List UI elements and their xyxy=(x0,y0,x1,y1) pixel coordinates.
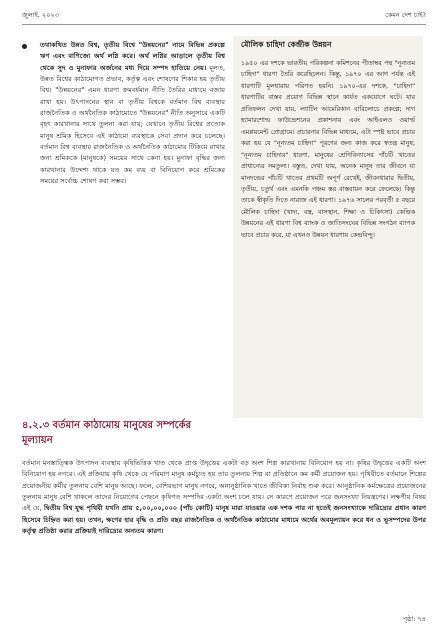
left-column-bold-text: তথাকথিত উন্নত বিশ্ব, তৃতীয় বিশ্বে "উন্নয়নের" নামে বিভিন্ন প্রকল্পে ঋণ এবং বাণিজ্যে অর্থ লগ্নি করে। অর্থ লগ্নির আড়ালে তৃতীয় বিশ্ব থেকে সুদ ও মুনাফার অর্জনের মধ্য দিয়ে সম্পদ হাতিয়ে নেয়। xyxy=(40,41,225,72)
section-body-bold-text: দ্বিতীয় বিশ্ব যুদ্ধ পৃথিবী যখনি প্রায় ৫,০০,০০,০০০ (পাঁচ কোটি) মানুষ মারা যাওয়ার এক দশক পার না হতেই জনসংখ্যাকে দারিদ্র্যের প্রধান কারণ হিসেবে চিহ্নিত করা হয়। তখন, ক্ষণের হার বৃদ্ধি ও প্রতি বছর রাজনৈতিক ও অর্থনৈতিক কাঠামোর মাধ্যমে অর্থের অবমূল্যায়ন করে ধন ও ভূসম্পদের উপর কর্তৃত্ব প্রতিষ্ঠা করার প্রক্রিয়াই দারিদ্র্যের অন্যতম কারণ। xyxy=(22,504,426,535)
header-divider xyxy=(22,24,426,25)
header-date: জুলাই, ২০২৩ xyxy=(22,11,59,19)
header-title: কেমন দেশ চাই? xyxy=(385,11,426,19)
sidebar-box xyxy=(233,52,423,418)
page-header xyxy=(22,10,426,24)
sidebar-box-title: মৌলিক চাহিদা কেন্দ্রীক উন্নয়ন xyxy=(241,40,332,49)
page-number: পৃষ্ঠা: ৭৪ xyxy=(402,615,426,623)
left-column-paragraph xyxy=(40,40,225,187)
sidebar-box-body: ১৯৫০ এর দশকে ভারতীয় পরিকল্পনা কমিশনের পীতাম্বর পন্থ "নূন্যতম চাহিদা" ধারণা তৈরি করেছিলেন। কিন্তু, ১৯৭০ এর আগ পর্যন্ত এই ধারণাটি মূলধারায় পরিণত হয়নি। ১৯৭০-এর দশকে, "চাহিদা" ধারণাটির বাস্তব প্রয়োগ বিভিন্ন স্থানে কার্যত একযোগে ঘটে। যার প্রতিফলন দেখা যায়, ল্যাটিন আমেরিকান বারিলোচে প্রকল্পে; দাগ হ্যামারশোল্ড ফাউন্ডেশনের প্রকাশনায় এবং আইএলও ওয়ার্ল্ড এমপ্লয়মেন্ট প্রোগ্রামে। প্রচারনার বিভিন্ন মাধ্যমে, এটা স্পষ্ট ভাবে প্রচার করা হয় যে "নূন্যতম চাহিদা" পূরণের জন্য কাজ করে স্বতন্ত্র মানুষ; "নূন্যতম চাহিদার" ধারণা, মানুষের শ্রেণিবিন্যাসের পাঁচটি খাতের প্রাধান্যের সমতুল্য। বস্তুত, দেখা যায়, অনেক মানুষ তার জীবনে যা মানদন্ডের পাঁচটি খাতের প্রথমটি অপূর্ণ রেখেই, জীবনধারার দ্বিতীয়, তৃতীয়, চতুর্থ এবং এমনকি পঞ্চম স্তর বাস্তবায়ন করে ফেলেছে। কিন্তু তাকে স্বীকৃতি দিতে নারাজ এই ধারণা। ১৯৭৬ সালের পরবর্তী ৫ বছরে মৌলিক চাহিদা (খাদ্য, বস্ত্র, বাসস্থান, শিক্ষা ও চিকিৎসা) কেন্দ্রিক উন্নয়নের এই ধারণা বিশ্ব ব্যাংক ও জাতিসংঘের বিভিন্ন সংগঠন ব্যাপক ভাবে প্রচার করে, যা এখনও উন্নয়ন ধারণায় কেন্দ্রবিন্দু। xyxy=(241,60,415,239)
bullet-icon xyxy=(22,44,27,49)
section-heading: ৪.২.৩ বর্তমান কাঠামোয় মানুষের সম্পর্কের মূল্যায়ন xyxy=(22,420,192,446)
section-body xyxy=(22,458,426,537)
left-column-text: মূলত, উন্নত বিশ্বের কাঠামোগত প্রভাব, কর্তৃত্ব এবং শোষণের শিকার হয় তৃতীয় বিশ্ব। "উন্নয়নের" এমন ধারণা ক্রমবর্ধমান নীতি তৈরির মাধ্যমে বজায় রাখা হয়। উৎপাদনের স্থান বা তৃতীয় বিশ্বকে বর্তমান বিশ্ব ব্যবস্থার রাজনৈতিক ও অর্থনৈতিক কাঠামোতে "উন্নয়নের" নীতি অনুসারে একটি বৃহৎ কারখানার সাথে তুলনা করা যায়; যেখানে তৃতীয় বিশ্বের প্রত্যেক মানুষ শ্রমিক হিসেবে এই কাঠামো ব্যবস্থাকে সেবা প্রদান করে চলেছে। বর্তমান বিশ্ব ব্যবস্থার রাজনৈতিক ও অর্থনৈতিক কাঠামোর টিকিয়ে রাখার জন্য শ্রমিককে (মানুষকে) সময়ের সাথে কেনা হয়। মুনাফা বৃদ্ধির জন্য কারখানার উদ্দেশ্য থাকে যত কম ব্যয় বা বিনিয়োগ করে শ্রমিকের সময়ের সর্বোচ্চ শোষণ করা সম্ভব। xyxy=(40,63,225,185)
section-body-text: বর্তমান মনস্তাত্ত্বিক উৎপাদন ব্যবস্থায় কৃষিভিত্তিক খাত থেকে প্রাপ্ত উদ্বৃত্তের একটা বড় অংশ শিল্প কারখানায় বিনিয়োগ হয় না। কৃষির উদ্বৃত্তের একটি অংশ বিনিয়োগ হয় নগরে। এই প্রক্রিয়ায় কৃষি থেকে যে পরিমাণ মানুষ কর্মচ্যুত হয় তার তুলনায় শিল্প বা প্রতিষ্ঠানে কম কর্মী প্রয়োজন হয়। পৃথিবীতে বর্তমানে শিল্পের প্রয়োজনীয় কর্মীর তুলনায় বেশি মানুষ আছে। ফলে, বেশিরভাগ মানুষ নগরে, অনানুষ্ঠানিক খাতে জীবিকা নির্বাহ শুরু করে। আনুষ্ঠানিক কর্মক্ষেত্রের প্রয়োজনের তুলনায় মানুষ বেশি থাকলে তাদের নিয়োগের পেছনে কৃষিগত সম্পদির একটা অংশ চলে যায়। সে কারণে প্রয়োজন পরে জনসংখ্যা নিয়ন্ত্রণের। লক্ষণীয় বিষয় এই যে, xyxy=(22,459,426,513)
